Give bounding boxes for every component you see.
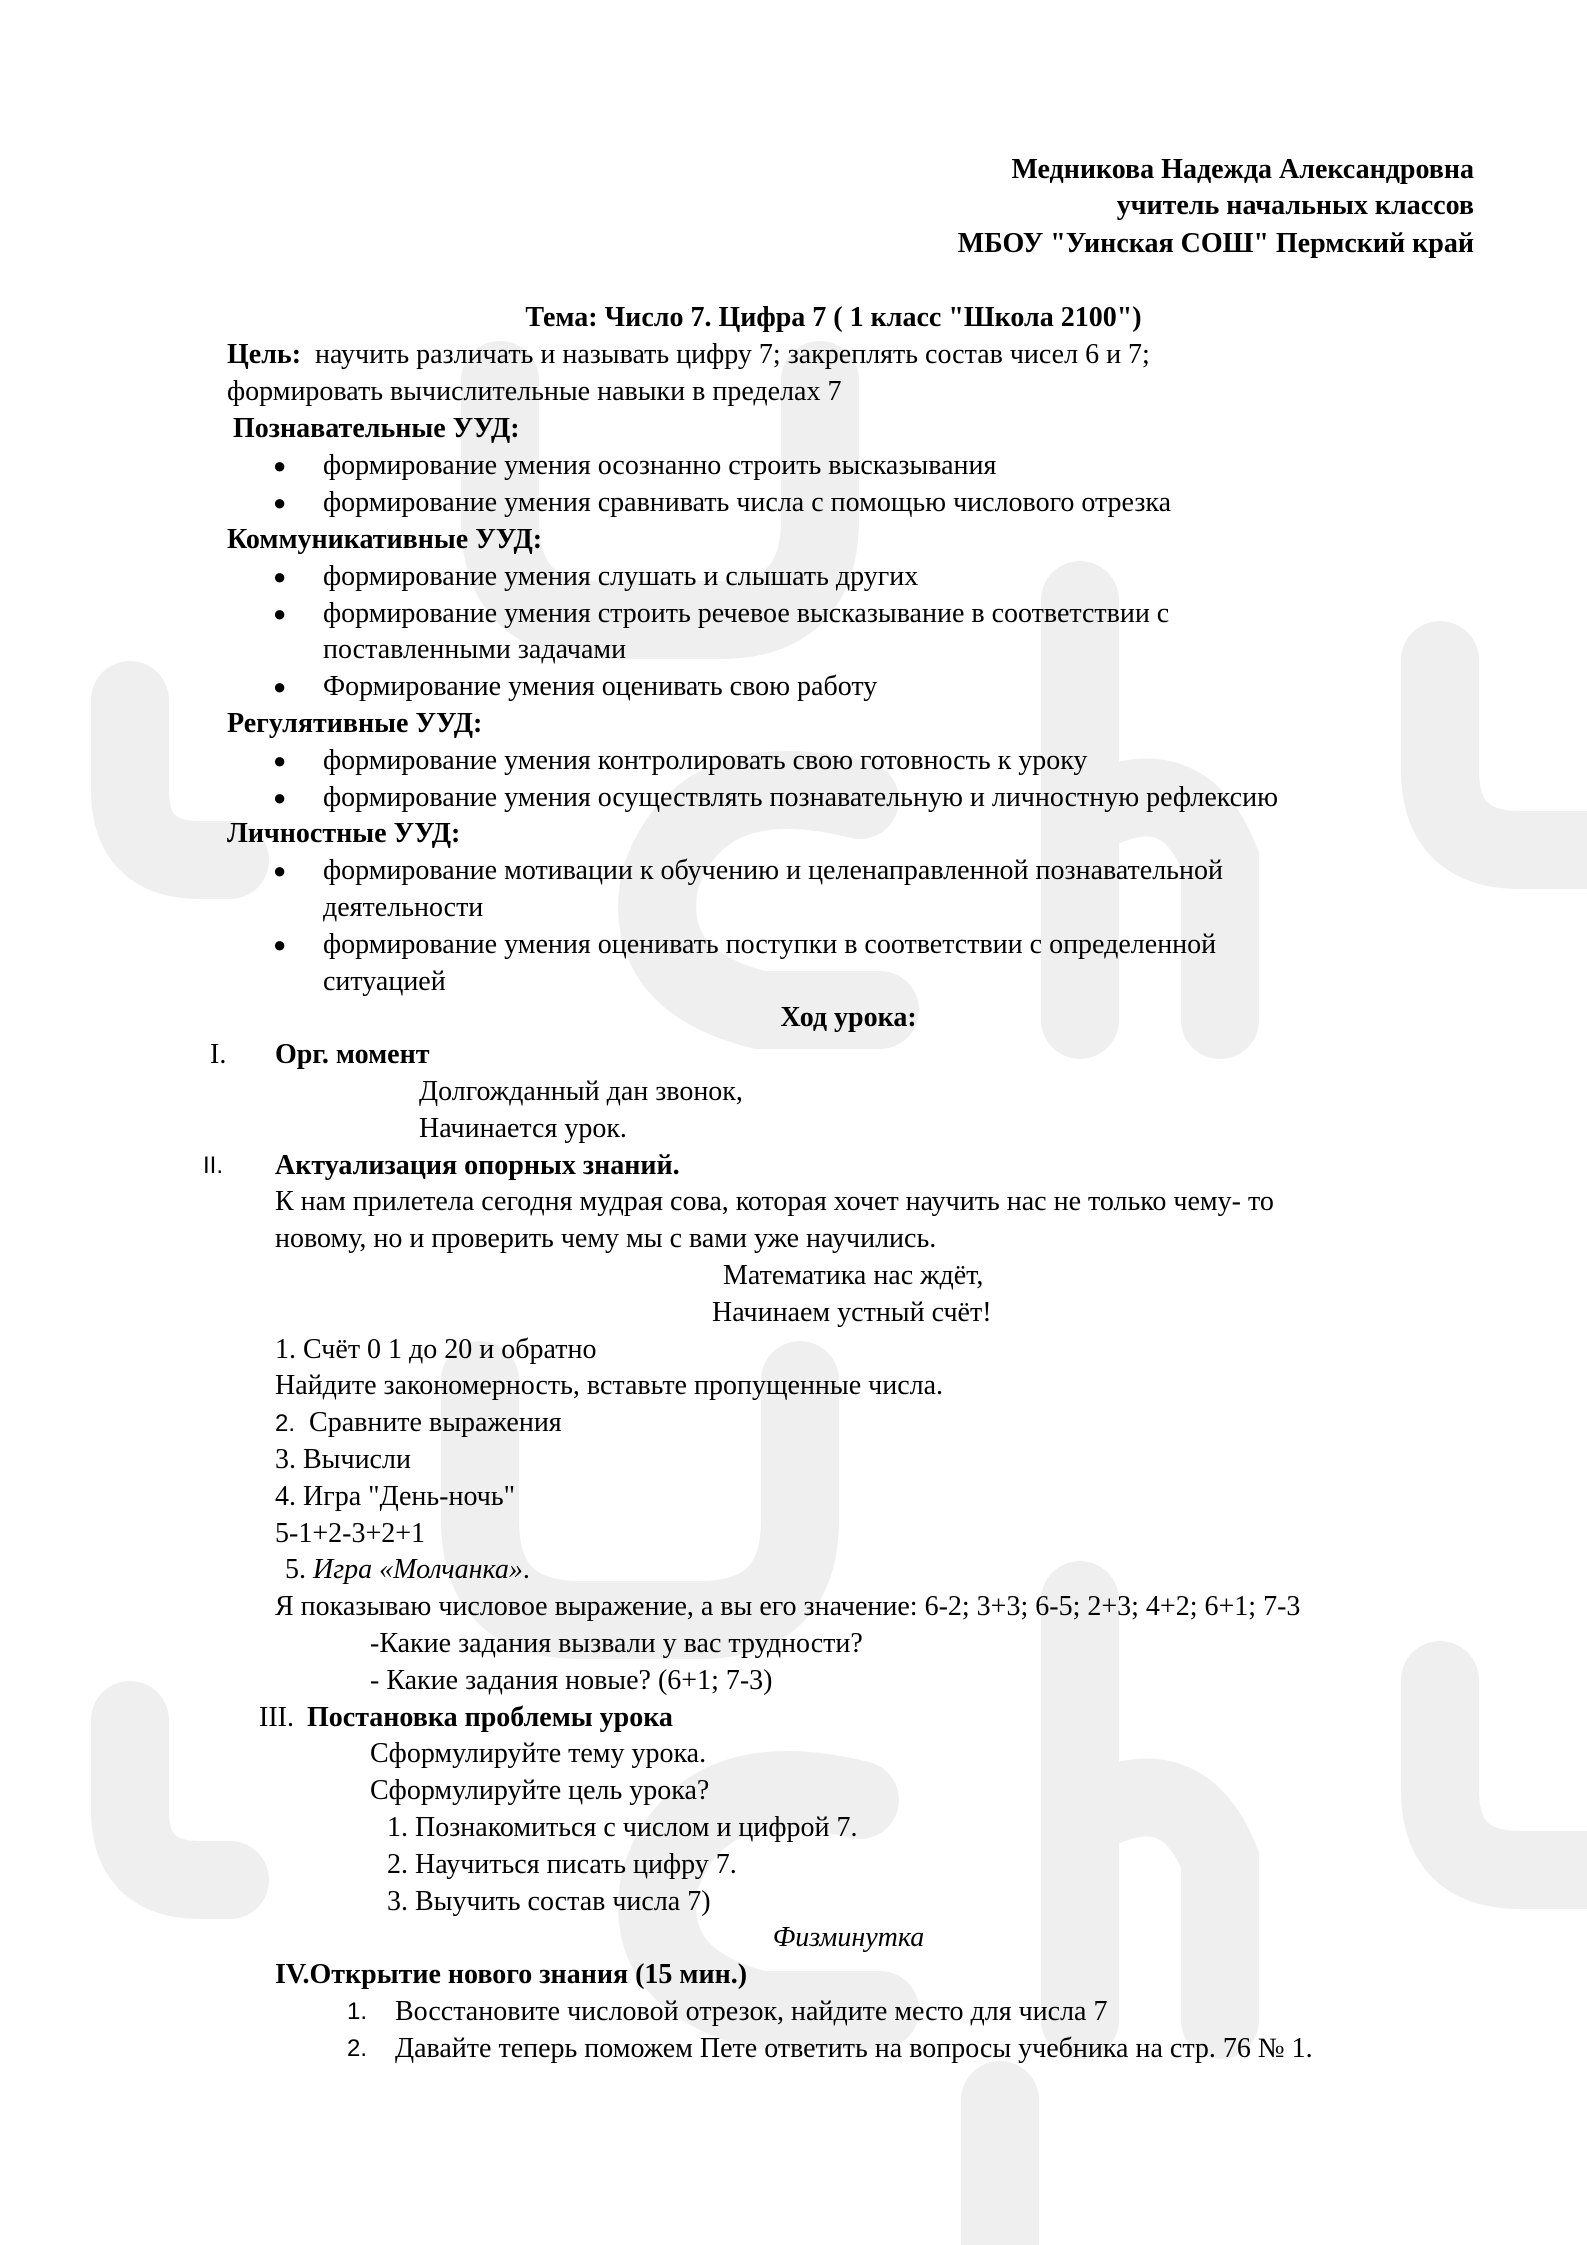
list-item: формирование умения строить речевое высказывание в соответствии с: [323, 598, 1170, 629]
bullet-icon: ●: [273, 674, 287, 699]
stage-number: II.: [203, 1152, 224, 1179]
task-line: 5-1+2-3+2+1: [275, 1518, 426, 1549]
list-item: формирование умения осознанно строить высказывания: [323, 450, 997, 481]
stage-number: I.: [210, 1039, 227, 1070]
bullet-icon: ●: [273, 785, 287, 810]
list-item: формирование мотивации к обучению и целенаправленной познавательной: [323, 855, 1223, 886]
stage-title: Актуализация опорных знаний.: [275, 1150, 680, 1181]
paragraph-line: новому, но и проверить чему мы с вами уже научились.: [275, 1223, 937, 1254]
lesson-heading: Ход урока:: [780, 1002, 917, 1033]
list-item: формирование умения сравнивать числа с помощью числового отрезка: [323, 487, 1171, 518]
list-item-continuation: деятельности: [323, 892, 484, 923]
task-text: Игра «Молчанка»: [313, 1554, 523, 1585]
bullet-icon: ●: [273, 858, 287, 883]
task-text: Сравните выражения: [309, 1407, 562, 1438]
list-item: Давайте теперь поможем Пете ответить на вопросы учебника на стр. 76 № 1.: [395, 2033, 1313, 2064]
poem-line: Начинается урок.: [419, 1113, 627, 1144]
stage-title: Постановка проблемы урока: [307, 1702, 673, 1733]
bullet-icon: ●: [273, 564, 287, 589]
task-line: Я показываю числовое выражение, а вы его значение: 6-2; 3+3; 6-5; 2+3; 4+2; 6+1; 7-3: [275, 1591, 1301, 1622]
list-item-continuation: поставленными задачами: [323, 634, 627, 665]
heading-personal-uud: Личностные УУД:: [227, 818, 461, 849]
list-item-continuation: ситуацией: [323, 966, 446, 997]
goal-item: 3. Выучить состав числа 7): [387, 1886, 711, 1917]
paragraph-line: К нам прилетела сегодня мудрая сова, которая хочет научить нас не только чему- то: [275, 1186, 1274, 1217]
task-punctuation: .: [522, 1554, 530, 1585]
watermark-letter-h: [1080, 1600, 1220, 2020]
task-line: [285, 1552, 530, 1588]
bullet-icon: ●: [273, 453, 287, 478]
bullet-icon: ●: [273, 490, 287, 515]
watermark-letter-u: [1440, 1680, 1587, 1870]
stage-title: Орг. момент: [275, 1039, 430, 1070]
question-line: - Какие задания новые? (6+1; 7-3): [370, 1665, 773, 1696]
task-line: 3. Вычисли: [275, 1444, 411, 1475]
task-line: Найдите закономерность, вставьте пропущенные числа.: [275, 1370, 944, 1401]
stage-title: IV.Открытие нового знания (15 мин.): [275, 1959, 748, 1990]
list-number: 1.: [347, 1998, 368, 2025]
task-number: 5.: [285, 1554, 306, 1585]
author-school: МБОУ "Уинская СОШ" Пермский край: [957, 228, 1474, 259]
goal-line-1: [227, 337, 1150, 373]
goal-item: 1. Познакомиться с числом и цифрой 7.: [387, 1812, 858, 1843]
poem-line: Математика нас ждёт,: [723, 1260, 984, 1291]
stage-number: III.: [259, 1702, 294, 1733]
goal-text: научить различать и называть цифру 7; закреплять состав чисел 6 и 7;: [315, 339, 1150, 370]
heading-regulatory-uud: Регулятивные УУД:: [227, 708, 483, 739]
watermark-letter-u: [130, 700, 230, 860]
goal-line-2: формировать вычислительные навыки в пределах 7: [227, 376, 842, 407]
watermark-letter-u: [1440, 660, 1587, 850]
bullet-icon: ●: [273, 601, 287, 626]
heading-communicative-uud: Коммуникативные УУД:: [227, 524, 543, 555]
paragraph-line: Сформулируйте цель урока?: [370, 1775, 710, 1806]
task-line: 4. Игра "День-ночь": [275, 1481, 516, 1512]
physical-break-label: Физминутка: [772, 1922, 925, 1953]
task-line: [275, 1405, 562, 1442]
lesson-topic: Тема: Число 7. Цифра 7 ( 1 класс "Школа 2100"): [525, 302, 1142, 333]
author-position: учитель начальных классов: [1116, 190, 1474, 221]
bullet-icon: ●: [273, 748, 287, 773]
list-number: 2.: [347, 2035, 368, 2062]
paragraph-line: Сформулируйте тему урока.: [370, 1738, 707, 1769]
list-item: Восстановите числовой отрезок, найдите место для числа 7: [395, 1996, 1108, 2027]
goal-item: 2. Научиться писать цифру 7.: [387, 1849, 737, 1880]
task-line: 1. Счёт 0 1 до 20 и обратно: [275, 1334, 597, 1365]
list-item: Формирование умения оценивать свою работу: [323, 671, 878, 702]
author-name: Медникова Надежда Александровна: [1011, 154, 1474, 185]
question-line: -Какие задания вызвали у вас трудности?: [370, 1628, 863, 1659]
bullet-icon: ●: [273, 932, 287, 957]
list-item: формирование умения оценивать поступки в соответствии с определенной: [323, 929, 1217, 960]
poem-line: Долгожданный дан звонок,: [419, 1076, 743, 1107]
watermark-letter-u: [130, 1720, 230, 1880]
watermark-letter-c: [657, 790, 880, 1010]
list-item: формирование умения контролировать свою готовность к уроку: [323, 745, 1088, 776]
list-item: формирование умения осуществлять познавательную и личностную рефлексию: [323, 782, 1278, 813]
goal-label: Цель:: [227, 339, 302, 370]
task-number: 2.: [275, 1410, 296, 1437]
heading-cognitive-uud: Познавательные УУД:: [233, 413, 520, 444]
poem-line: Начинаем устный счёт!: [712, 1297, 992, 1328]
list-item: формирование умения слушать и слышать других: [323, 561, 919, 592]
